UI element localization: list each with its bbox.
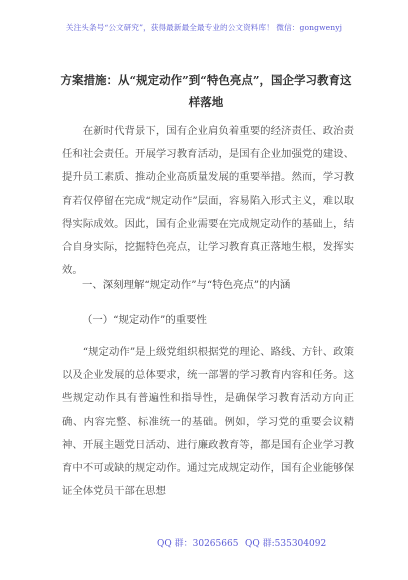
body-paragraph: “规定动作”是上级党组织根据党的理论、路线、方针、政策以及企业发展的总体要求，统一部署的学习教育内容和任务。这些规定动作具有普遍性和指导性，是确保学习教育活动方向正确、内容完整、标准统一的基础。例如，学习党的重要会议精神、开展主题党日活动、进行廉政教育等，都是国有企业学习教育中不可或缺的规定动作。通过完成规定动作，国有企业能够保证全体党员干部在思想: [62, 346, 354, 498]
document-title: 方案措施：从“规定动作”到“特色亮点”，国企学习教育这样落地: [60, 73, 352, 109]
subsection-heading: （一）“规定动作”的重要性: [82, 314, 207, 326]
footer-qq-group-2: QQ 群:535304092: [245, 539, 327, 549]
footer-qq-group-1: QQ 群：30265665: [157, 539, 239, 549]
intro-paragraph: 在新时代背景下，国有企业肩负着重要的经济责任、政治责任和社会责任。开展学习教育活动，是国有企业加强党的建设、提升员工素质、推动企业高质量发展的重要举措。然而，学习教育若仅停留在完成“规定动作”层面，容易陷入形式主义，难以取得实际成效。因此，国有企业需要在完成规定动作的基础上，结合自身实际，挖掘特色亮点，让学习教育真正落地生根，发挥实效。: [62, 125, 354, 277]
header-banner: 关注头条号“公文研究”，获得最新最全最专业的公文资料库！ 微信：gongwenyj: [65, 23, 343, 32]
section-heading: 一、深刻理解“规定动作”与“特色亮点”的内涵: [82, 279, 291, 291]
